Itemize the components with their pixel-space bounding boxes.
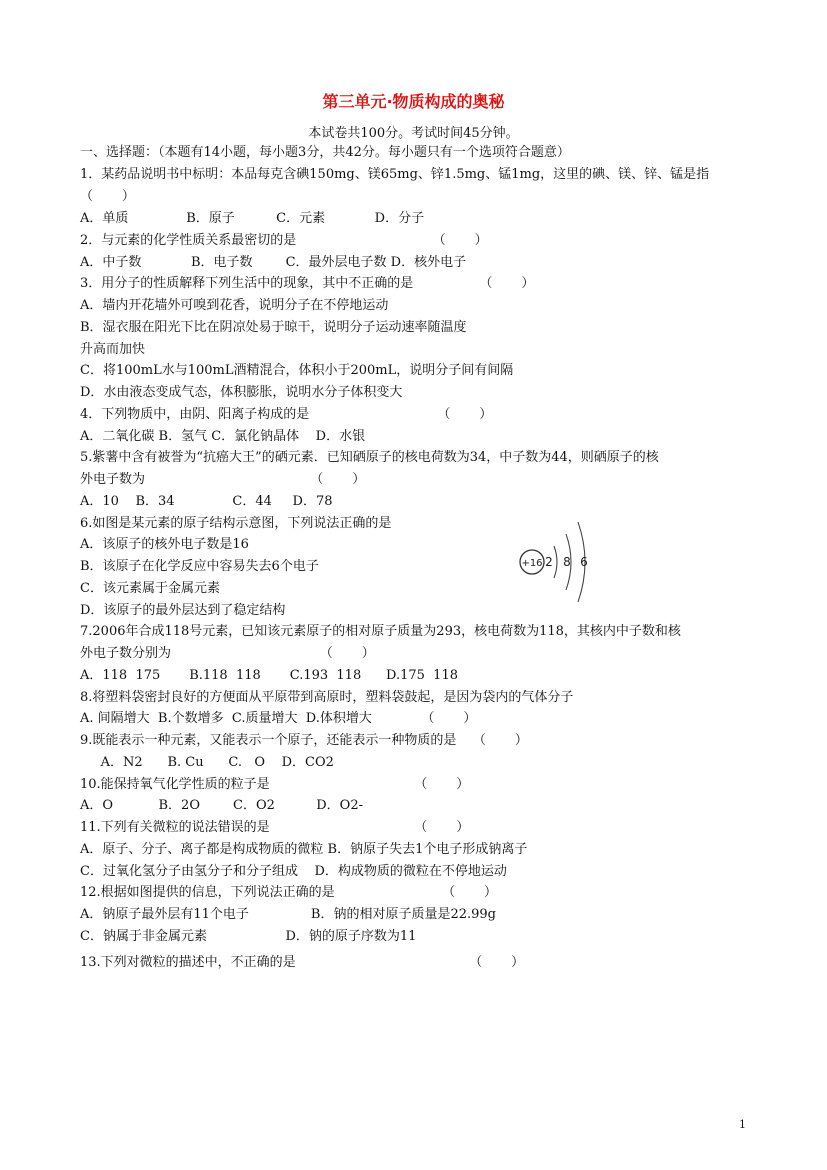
page-number: 1 [739,1118,746,1131]
electron-shell-1-arc [554,546,557,578]
question-6-option-a: A．该原子的核外电子数是16 [80,537,249,552]
question-12-text: 12.根据如图提供的信息，下列说法正确的是 （ ） [80,885,498,900]
question-1-text: 1．某药品说明书中标明：本品每克含碘150mg、镁65mg、锌1.5mg、锰1mg，这里的碘、镁、锌、锰是指 [80,167,710,182]
question-11-text: 11.下列有关微粒的说法错误的是 （ ） [80,820,470,835]
question-6-option-d: D．该原子的最外层达到了稳定结构 [80,603,286,618]
question-9-options: A．N2 B. Cu C. O D．CO2 [80,755,334,770]
question-13-text: 13.下列对微粒的描述中，不正确的是 （ ） [80,955,525,970]
question-7-text-cont: 外电子数分别为 （ ） [80,646,375,661]
question-8-text: 8.将塑料袋密封良好的方便面从平原带到高原时，塑料袋鼓起，是因为袋内的气体分子 [80,690,574,705]
question-5-text-cont: 外电子数为 （ ） [80,472,366,487]
shell-2-electrons: 8 [563,555,571,569]
question-8-options: A. 间隔增大 B.个数增多 C.质量增大 D.体积增大 （ ） [80,711,477,726]
atom-structure-diagram [508,514,608,610]
question-5-text: 5.紫薯中含有被誉为“抗癌大王”的硒元素．已知硒原子的核电荷数为34，中子数为44，则硒原子的核 [80,450,659,465]
shell-3-electrons: 6 [580,555,588,569]
question-10-text: 10.能保持氧气化学性质的粒子是 （ ） [80,777,470,792]
question-2-text: 2．与元素的化学性质关系最密切的是 （ ） [80,233,488,248]
question-2-options: A．中子数 B．电子数 C．最外层电子数 D．核外电子 [80,255,467,270]
question-1-answer-blank: （ ） [80,189,135,204]
question-3-option-a: A．墙内开花墙外可嗅到花香，说明分子在不停地运动 [80,298,389,313]
question-12-options-ab: A．钠原子最外层有11个电子 B．钠的相对原子质量是22.99g [80,907,497,922]
document-title: 第三单元·物质构成的奥秘 [322,92,505,111]
question-12-options-cd: C．钠属于非金属元素 D．钠的原子序数为11 [80,929,417,944]
question-4-text: 4．下列物质中，由阴、阳离子构成的是 （ ） [80,407,493,422]
shell-1-electrons: 2 [545,555,553,569]
question-7-options: A．118 175 B.118 118 C.193 118 D.175 118 [80,668,458,683]
section-heading: 一、选择题：（本题有14小题，每小题3分，共42分。每小题只有一个选项符合题意） [80,145,570,160]
question-3-option-b-cont: 升高而加快 [80,342,146,357]
question-11-options-cd: C．过氧化氢分子由氢分子和分子组成 D．构成物质的微粒在不停地运动 [80,864,507,879]
nucleus-charge: +16 [521,558,543,569]
question-3-option-d: D．水由液态变成气态，体积膨胀，说明水分子体积变大 [80,385,403,400]
question-6-option-c: C．该元素属于金属元素 [80,581,220,596]
question-3-option-c: C．将100mL水与100mL酒精混合，体积小于200mL，说明分子间有间隔 [80,363,514,378]
question-7-text: 7.2006年合成118号元素，已知该元素原子的相对原子质量为293，核电荷数为118，其核内中子数和核 [80,624,681,639]
question-6-text: 6.如图是某元素的原子结构示意图，下列说法正确的是 [80,516,392,531]
exam-info: 本试卷共100分。考试时间45分钟。 [308,126,519,141]
question-4-options: A．二氧化碳 B．氢气 C．氯化钠晶体 D．水银 [80,429,366,444]
question-3-option-b: B．湿衣服在阳光下比在阴凉处易于晾干，说明分子运动速率随温度 [80,320,467,335]
question-3-text: 3．用分子的性质解释下列生活中的现象，其中不正确的是 （ ） [80,276,535,291]
question-6-option-b: B．该原子在化学反应中容易失去6个电子 [80,559,319,574]
question-10-options: A．O B．2O C．O2 D．O2- [80,798,363,813]
question-11-options-ab: A．原子、分子、离子都是构成物质的微粒 B．钠原子失去1个电子形成钠离子 [80,842,528,857]
question-5-options: A．10 B．34 C．44 D．78 [80,494,333,509]
question-9-text: 9.既能表示一种元素，又能表示一个原子，还能表示一种物质的是 （ ） [80,733,528,748]
question-1-options: A．单质 B．原子 C．元素 D．分子 [80,211,425,226]
